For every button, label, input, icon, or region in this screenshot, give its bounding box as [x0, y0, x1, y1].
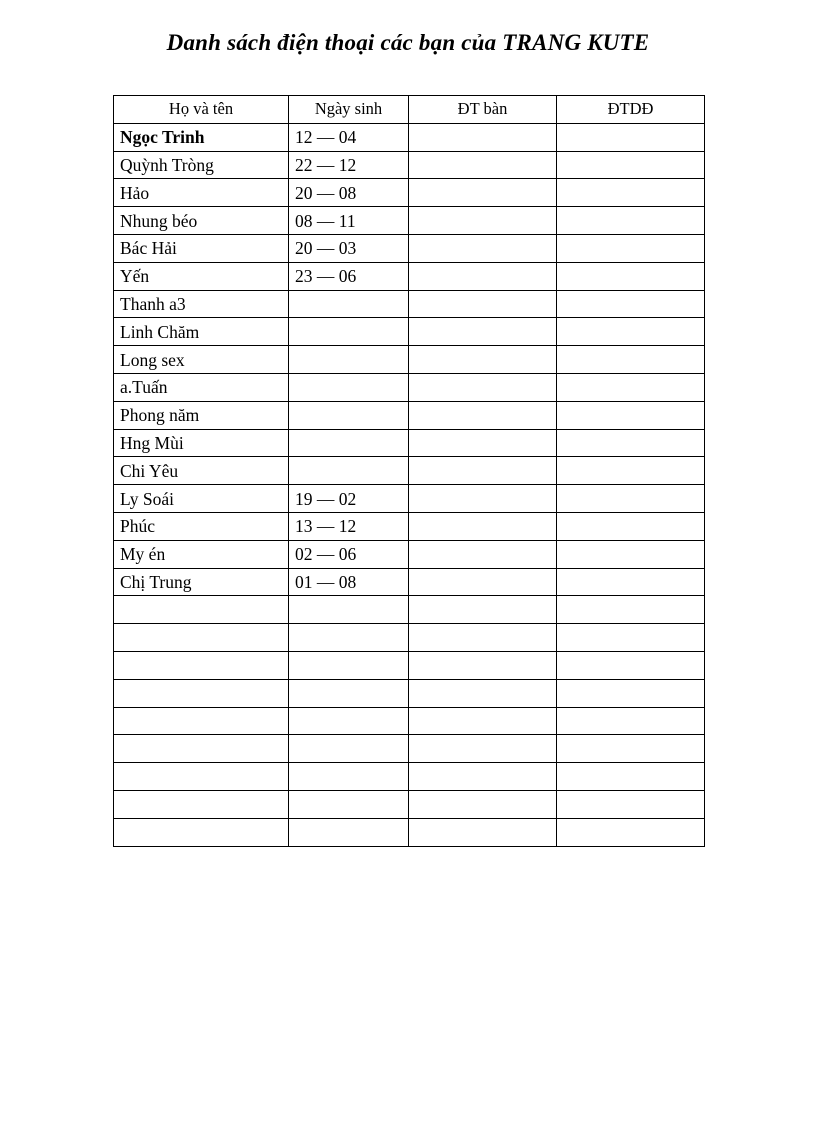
cell-landline	[409, 735, 557, 763]
cell-mobile	[557, 290, 705, 318]
cell-birthday	[289, 596, 409, 624]
cell-birthday	[289, 818, 409, 846]
table-row	[114, 207, 705, 235]
header-birthday: Ngày sinh	[289, 96, 409, 124]
cell-name: Linh Chăm	[114, 318, 289, 346]
contacts-table	[113, 95, 705, 847]
cell-landline	[409, 318, 557, 346]
cell-mobile	[557, 457, 705, 485]
cell-birthday	[289, 429, 409, 457]
table-row	[114, 262, 705, 290]
cell-name: Ngọc Trinh	[114, 123, 289, 151]
cell-birthday	[289, 679, 409, 707]
table-row	[114, 123, 705, 151]
cell-birthday	[289, 624, 409, 652]
cell-mobile	[557, 596, 705, 624]
cell-mobile	[557, 234, 705, 262]
cell-landline	[409, 540, 557, 568]
header-mobile: ĐTDĐ	[557, 96, 705, 124]
table-row	[114, 651, 705, 679]
table-row	[114, 346, 705, 374]
table-row	[114, 485, 705, 513]
cell-birthday	[289, 457, 409, 485]
cell-name: Phong năm	[114, 401, 289, 429]
cell-landline	[409, 457, 557, 485]
cell-name: Thanh a3	[114, 290, 289, 318]
cell-landline	[409, 207, 557, 235]
table-row	[114, 373, 705, 401]
cell-name: Phúc	[114, 512, 289, 540]
cell-landline	[409, 624, 557, 652]
cell-name: My én	[114, 540, 289, 568]
cell-name	[114, 651, 289, 679]
table-row	[114, 596, 705, 624]
table-row	[114, 624, 705, 652]
cell-mobile	[557, 568, 705, 596]
cell-landline	[409, 179, 557, 207]
table-row	[114, 318, 705, 346]
cell-landline	[409, 429, 557, 457]
cell-mobile	[557, 790, 705, 818]
cell-name	[114, 735, 289, 763]
cell-birthday: 20 — 08	[289, 179, 409, 207]
table-row	[114, 401, 705, 429]
cell-landline	[409, 512, 557, 540]
table-row	[114, 707, 705, 735]
cell-birthday: 08 — 11	[289, 207, 409, 235]
cell-birthday	[289, 707, 409, 735]
cell-name: Long sex	[114, 346, 289, 374]
cell-landline	[409, 651, 557, 679]
cell-mobile	[557, 262, 705, 290]
cell-landline	[409, 346, 557, 374]
cell-name: Chị Trung	[114, 568, 289, 596]
cell-name	[114, 790, 289, 818]
cell-landline	[409, 790, 557, 818]
cell-mobile	[557, 624, 705, 652]
cell-landline	[409, 763, 557, 791]
cell-birthday	[289, 735, 409, 763]
cell-mobile	[557, 651, 705, 679]
cell-mobile	[557, 763, 705, 791]
table-row	[114, 512, 705, 540]
cell-name	[114, 624, 289, 652]
header-name: Họ và tên	[114, 96, 289, 124]
table-body	[114, 123, 705, 846]
table-row	[114, 679, 705, 707]
cell-mobile	[557, 179, 705, 207]
cell-landline	[409, 262, 557, 290]
cell-name: Hng Mùi	[114, 429, 289, 457]
cell-birthday	[289, 373, 409, 401]
cell-landline	[409, 151, 557, 179]
cell-mobile	[557, 485, 705, 513]
cell-landline	[409, 123, 557, 151]
cell-name: Yến	[114, 262, 289, 290]
table-row	[114, 290, 705, 318]
table-header-row	[114, 96, 705, 124]
table-row	[114, 790, 705, 818]
cell-mobile	[557, 540, 705, 568]
cell-landline	[409, 290, 557, 318]
cell-landline	[409, 568, 557, 596]
cell-mobile	[557, 346, 705, 374]
cell-mobile	[557, 123, 705, 151]
cell-name: Ly Soái	[114, 485, 289, 513]
cell-birthday: 13 — 12	[289, 512, 409, 540]
cell-birthday	[289, 346, 409, 374]
cell-name: Quỳnh Tròng	[114, 151, 289, 179]
table-row	[114, 735, 705, 763]
cell-landline	[409, 818, 557, 846]
table-row	[114, 234, 705, 262]
cell-landline	[409, 373, 557, 401]
cell-birthday: 02 — 06	[289, 540, 409, 568]
cell-birthday: 23 — 06	[289, 262, 409, 290]
cell-mobile	[557, 318, 705, 346]
cell-mobile	[557, 151, 705, 179]
cell-name	[114, 596, 289, 624]
header-landline: ĐT bàn	[409, 96, 557, 124]
cell-mobile	[557, 818, 705, 846]
cell-name	[114, 763, 289, 791]
cell-mobile	[557, 401, 705, 429]
cell-name	[114, 679, 289, 707]
cell-name: a.Tuấn	[114, 373, 289, 401]
cell-landline	[409, 485, 557, 513]
cell-name: Nhung béo	[114, 207, 289, 235]
table-row	[114, 151, 705, 179]
document-title: Danh sách điện thoại các bạn của TRANG KUTE	[166, 30, 650, 55]
table-row	[114, 568, 705, 596]
cell-birthday	[289, 318, 409, 346]
cell-mobile	[557, 707, 705, 735]
cell-birthday	[289, 790, 409, 818]
cell-birthday	[289, 401, 409, 429]
cell-mobile	[557, 512, 705, 540]
table-row	[114, 818, 705, 846]
table-row	[114, 763, 705, 791]
cell-birthday	[289, 290, 409, 318]
cell-name	[114, 707, 289, 735]
cell-birthday: 22 — 12	[289, 151, 409, 179]
cell-birthday	[289, 651, 409, 679]
table-row	[114, 457, 705, 485]
cell-landline	[409, 401, 557, 429]
cell-name: Hảo	[114, 179, 289, 207]
cell-landline	[409, 679, 557, 707]
table-row	[114, 429, 705, 457]
table-row	[114, 179, 705, 207]
cell-name: Chi Yêu	[114, 457, 289, 485]
cell-mobile	[557, 679, 705, 707]
cell-mobile	[557, 429, 705, 457]
cell-mobile	[557, 735, 705, 763]
cell-name	[114, 818, 289, 846]
table-row	[114, 540, 705, 568]
cell-birthday: 01 — 08	[289, 568, 409, 596]
cell-mobile	[557, 373, 705, 401]
cell-landline	[409, 596, 557, 624]
cell-name: Bác Hải	[114, 234, 289, 262]
cell-landline	[409, 234, 557, 262]
cell-mobile	[557, 207, 705, 235]
cell-birthday: 19 — 02	[289, 485, 409, 513]
cell-landline	[409, 707, 557, 735]
cell-birthday: 20 — 03	[289, 234, 409, 262]
cell-birthday: 12 — 04	[289, 123, 409, 151]
cell-birthday	[289, 763, 409, 791]
